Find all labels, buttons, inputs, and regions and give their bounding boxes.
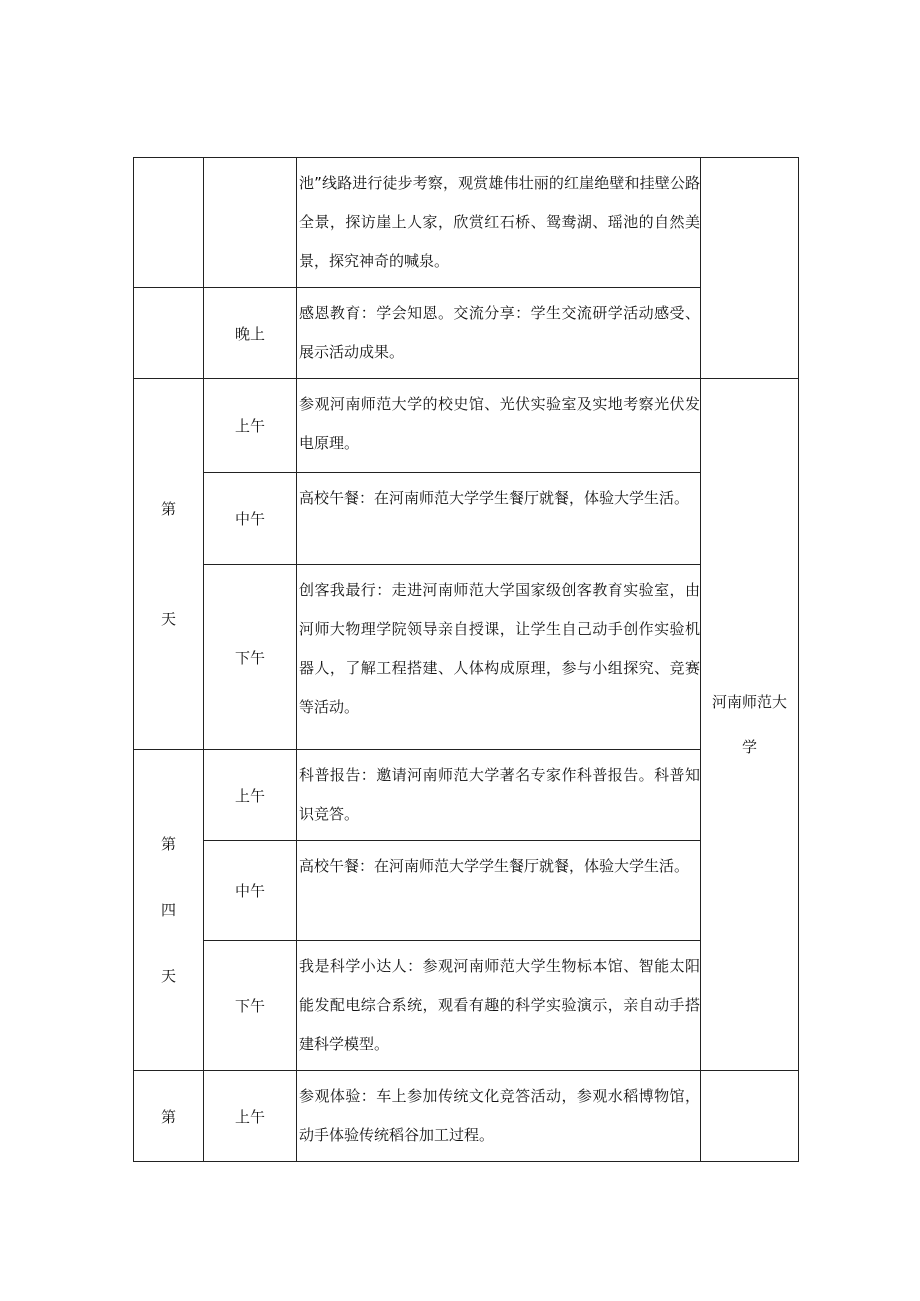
day-char: 四 [160,901,176,919]
table-row [134,750,799,841]
time-cell: 晚上 [204,288,297,379]
day-label [159,499,179,629]
activity-cell: 参观河南师范大学的校史馆、光伏实验室及实地考察光伏发电原理。 [297,379,701,473]
place-cell [701,158,799,379]
time-cell [204,158,297,288]
table-row [134,841,799,941]
activity-cell: 科普报告：邀请河南师范大学著名专家作科普报告。科普知识竞答。 [297,750,701,841]
table-row [134,1071,799,1162]
schedule-table [133,157,799,1162]
day-label [159,834,179,986]
table-row [134,288,799,379]
activity-cell: 池”线路进行徒步考察，观赏雄伟壮丽的红崖绝壁和挂壁公路全景，探访崖上人家，欣赏红石桥、鸳鸯湖、瑶池的自然美景，探究神奇的喊泉。 [297,158,701,288]
day-label-cell [134,379,204,750]
activity-cell: 参观体验：车上参加传统文化竞答活动，参观水稻博物馆，动手体验传统稻谷加工过程。 [297,1071,701,1162]
day-label-cell [134,750,204,1071]
activity-cell: 高校午餐：在河南师范大学学生餐厅就餐，体验大学生活。 [297,473,701,565]
table-row [134,565,799,750]
place-cell-main [701,379,799,1071]
location-label: 河南师范大学 [711,692,787,756]
day-cell [134,288,204,379]
time-cell: 下午 [204,941,297,1071]
time-cell: 中午 [204,841,297,941]
activity-cell: 创客我最行：走进河南师范大学国家级创客教育实验室，由河师大物理学院领导亲自授课，让学生自己动手创作实验机器人，了解工程搭建、人体构成原理，参与小组探究、竞赛等活动。 [297,565,701,750]
time-cell: 下午 [204,565,297,750]
day-label-cell: 第 [134,1071,204,1162]
time-cell: 上午 [204,1071,297,1162]
table-row [134,379,799,473]
table-row [134,158,799,288]
day-char: 天 [160,967,176,985]
day-char: 天 [160,610,176,628]
activity-cell: 我是科学小达人：参观河南师范大学生物标本馆、智能太阳能发配电综合系统，观看有趣的科学实验演示，亲自动手搭建科学模型。 [297,941,701,1071]
time-cell: 上午 [204,750,297,841]
day-cell [134,158,204,288]
activity-cell: 感恩教育：学会知恩。交流分享：学生交流研学活动感受、展示活动成果。 [297,288,701,379]
time-cell: 上午 [204,379,297,473]
place-cell [701,1071,799,1162]
time-cell: 中午 [204,473,297,565]
day-char: 第 [160,835,176,853]
table-row [134,941,799,1071]
table-row [134,473,799,565]
activity-cell: 高校午餐：在河南师范大学学生餐厅就餐，体验大学生活。 [297,841,701,941]
day-char: 第 [160,500,176,518]
